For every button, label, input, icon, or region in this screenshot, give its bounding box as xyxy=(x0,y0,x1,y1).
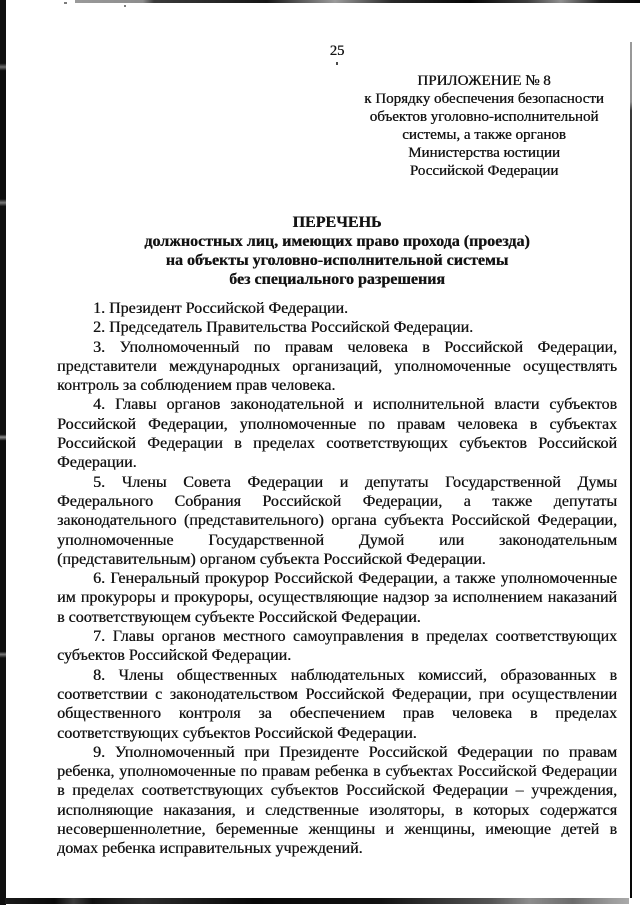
paragraph-item-1: 1. Президент Российской Федерации. xyxy=(93,300,348,317)
title-line: ПЕРЕЧЕНЬ xyxy=(292,214,382,231)
appendix-header-line: Российской Федерации xyxy=(409,163,559,179)
appendix-header-line: ПРИЛОЖЕНИЕ № 8 xyxy=(417,73,551,89)
scan-edge-right xyxy=(630,42,632,898)
paragraph-item-3: 3. Уполномоченный по правам человека в Российской Федерации, представители международных организаций, уполномоченные осуществлять контроль за соблюдением прав человека. xyxy=(57,338,617,395)
appendix-header-line: Министерства юстиции xyxy=(408,145,560,161)
document-content xyxy=(57,0,617,859)
paragraph-item-4: 4. Главы органов законодательной и исполнительной власти субъектов Российской Федерации, уполномоченные по правам человека в субъектах Российской Федерации в пределах соответствующих субъектов Российской Федерации. xyxy=(57,396,617,472)
scan-edge-left xyxy=(0,0,6,905)
paragraph-item-9: 9. Уполномоченный при Президенте Российской Федерации по правам ребенка, уполномоченные по правам ребенка в субъектах Российской Федерации в пределах соответствующих субъектов Российской Федерации – учреждения, исполняющие наказания, и следственные изоляторы, в которых содержатся несовершеннолетние, беременные женщины и женщины, имеющие детей в домах ребенка исправительных учреждений. xyxy=(57,743,617,858)
paragraph-item-8: 8. Члены общественных наблюдательных комиссий, образованных в соответствии с законодательством Российской Федерации, при осуществлении общественного контроля за обеспечением прав человека в пределах соответствующих субъектов Российской Федерации. xyxy=(57,666,617,742)
appendix-header-line: к Порядку обеспечения безопасности xyxy=(364,91,604,107)
title-line: без специального разрешения xyxy=(229,271,445,288)
title-line: на объекты уголовно-исполнительной системы xyxy=(165,252,509,269)
paragraph-item-5: 5. Члены Совета Федерации и депутаты Государственной Думы Федерального Собрания Российской Федерации, а также депутаты законодательного (представительного) органа субъекта Российской Федерации, уполномоченные Государственной Думой или законодательным (представительным) органом субъекта Российской Федерации. xyxy=(57,473,617,568)
page-number: 25 xyxy=(329,43,345,59)
appendix-header xyxy=(355,72,613,180)
scan-edge-bottom xyxy=(5,898,629,904)
list-of-officials xyxy=(57,299,617,859)
appendix-header-line: системы, а также органов xyxy=(402,127,566,143)
paragraph-item-2: 2. Председатель Правительства Российской Федерации. xyxy=(93,319,474,337)
appendix-header-line: объектов уголовно-исполнительной xyxy=(369,109,599,125)
title-line: должностных лиц, имеющих право прохода (проезда) xyxy=(144,233,530,250)
paragraph-item-7: 7. Главы органов местного самоуправления в пределах соответствующих субъектов Российской Федерации. xyxy=(57,628,617,665)
document-title xyxy=(57,213,617,289)
paragraph-item-6: 6. Генеральный прокурор Российской Федерации, а также уполномоченные им прокуроры и прокуроры, осуществляющие надзор за исполнением наказаний в соответствующем субъекте Российской Федерации. xyxy=(57,570,617,626)
